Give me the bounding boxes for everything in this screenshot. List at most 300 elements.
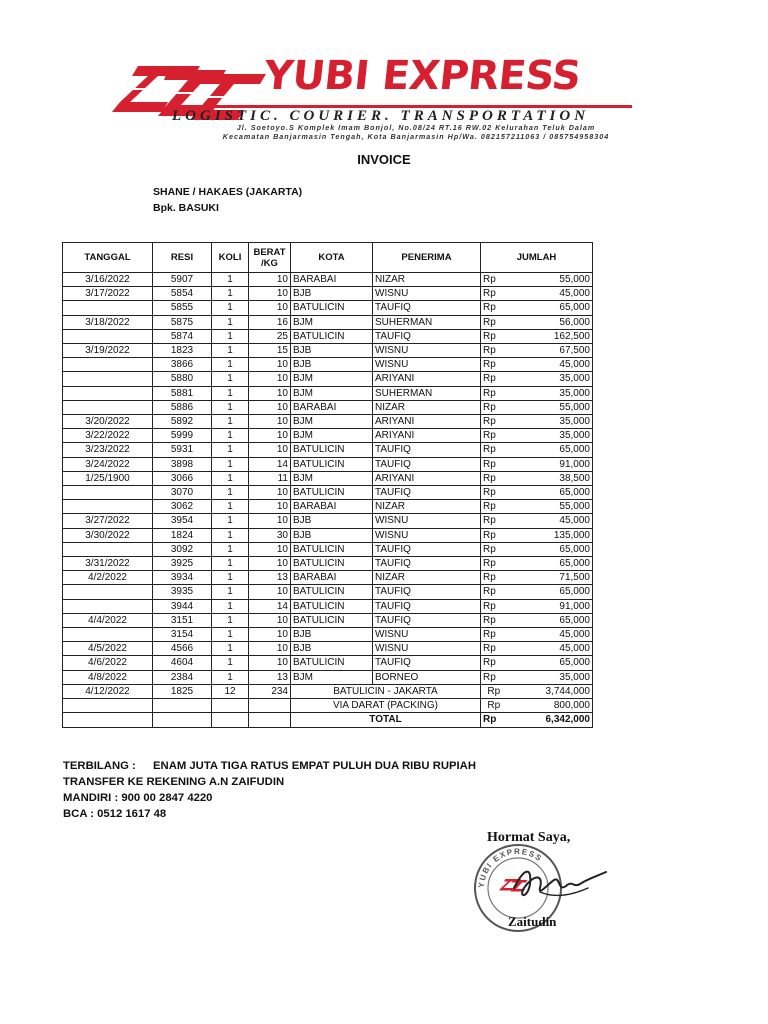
cell-penerima: SUHERMAN bbox=[373, 386, 481, 400]
cell-jumlah: 65,000 bbox=[507, 542, 593, 556]
cell-tanggal bbox=[63, 386, 153, 400]
cell-kota: BATULICIN bbox=[291, 301, 373, 315]
table-row bbox=[63, 571, 593, 585]
table-row bbox=[63, 528, 593, 542]
table-row bbox=[63, 514, 593, 528]
cell-currency: Rp bbox=[481, 585, 507, 599]
cell-penerima: NIZAR bbox=[373, 273, 481, 287]
cell-jumlah: 65,000 bbox=[507, 585, 593, 599]
header-berat bbox=[249, 243, 291, 273]
cell-resi: 5854 bbox=[153, 287, 212, 301]
cell-berat: 10 bbox=[249, 273, 291, 287]
cell-koli: 1 bbox=[212, 429, 249, 443]
cell-resi: 5931 bbox=[153, 443, 212, 457]
cell-currency: Rp bbox=[481, 372, 507, 386]
cell-berat: 10 bbox=[249, 642, 291, 656]
table-row bbox=[63, 628, 593, 642]
cell-koli: 1 bbox=[212, 670, 249, 684]
cell-currency: Rp bbox=[481, 329, 507, 343]
cell-resi: 5892 bbox=[153, 415, 212, 429]
cell-penerima: NIZAR bbox=[373, 571, 481, 585]
cell-tanggal: 3/18/2022 bbox=[63, 315, 153, 329]
cell-penerima: WISNU bbox=[373, 344, 481, 358]
table-row bbox=[63, 415, 593, 429]
bulk-route: BATULICIN - JAKARTA bbox=[291, 684, 481, 698]
cell-resi: 2384 bbox=[153, 670, 212, 684]
stamp-text: YUBI EXPRESS bbox=[476, 846, 545, 889]
cell-currency: Rp bbox=[481, 301, 507, 315]
cell-jumlah: 35,000 bbox=[507, 670, 593, 684]
cell-koli: 1 bbox=[212, 386, 249, 400]
cell-jumlah: 45,000 bbox=[507, 358, 593, 372]
cell-jumlah: 35,000 bbox=[507, 415, 593, 429]
table-summary bbox=[63, 684, 593, 727]
signer-name: Zaitudin bbox=[508, 914, 557, 929]
cell-tanggal bbox=[63, 372, 153, 386]
cell-resi: 5999 bbox=[153, 429, 212, 443]
company-address bbox=[196, 123, 636, 141]
cell-tanggal bbox=[63, 486, 153, 500]
cell-tanggal: 3/30/2022 bbox=[63, 528, 153, 542]
table-row bbox=[63, 301, 593, 315]
table-row bbox=[63, 486, 593, 500]
table-row bbox=[63, 344, 593, 358]
cell-koli: 1 bbox=[212, 273, 249, 287]
cell-resi: 3944 bbox=[153, 599, 212, 613]
address-line-2: Kecamatan Banjarmasin Tengah, Kota Banjarmasin Hp/Wa. 082157211063 / 085754958304 bbox=[222, 132, 610, 141]
packing-jumlah: 800,000 bbox=[507, 699, 593, 713]
cell-kota: BARABAI bbox=[291, 571, 373, 585]
cell-jumlah: 162,500 bbox=[507, 329, 593, 343]
table-row bbox=[63, 670, 593, 684]
table-row bbox=[63, 542, 593, 556]
cell-penerima: TAUFIQ bbox=[373, 443, 481, 457]
table-row bbox=[63, 457, 593, 471]
cell-currency: Rp bbox=[481, 344, 507, 358]
cell-berat: 13 bbox=[249, 670, 291, 684]
table-row bbox=[63, 315, 593, 329]
cell-penerima: TAUFIQ bbox=[373, 656, 481, 670]
total-label: TOTAL bbox=[291, 713, 481, 727]
cell-penerima: TAUFIQ bbox=[373, 557, 481, 571]
cell-tanggal bbox=[63, 585, 153, 599]
cell-tanggal bbox=[63, 358, 153, 372]
cell-resi: 5880 bbox=[153, 372, 212, 386]
table-row bbox=[63, 273, 593, 287]
cell-berat: 10 bbox=[249, 613, 291, 627]
cell-tanggal: 4/8/2022 bbox=[63, 670, 153, 684]
cell-kota: BATULICIN bbox=[291, 585, 373, 599]
empty-cell bbox=[63, 713, 153, 727]
cell-tanggal: 1/25/1900 bbox=[63, 471, 153, 485]
cell-koli: 1 bbox=[212, 656, 249, 670]
cell-jumlah: 56,000 bbox=[507, 315, 593, 329]
cell-resi: 5875 bbox=[153, 315, 212, 329]
cell-koli: 1 bbox=[212, 415, 249, 429]
cell-resi: 3866 bbox=[153, 358, 212, 372]
cell-kota: BATULICIN bbox=[291, 457, 373, 471]
cell-koli: 1 bbox=[212, 486, 249, 500]
packing-label: VIA DARAT (PACKING) bbox=[291, 699, 481, 713]
cell-berat: 10 bbox=[249, 429, 291, 443]
cell-jumlah: 65,000 bbox=[507, 656, 593, 670]
cell-penerima: ARIYANI bbox=[373, 429, 481, 443]
empty-cell bbox=[212, 713, 249, 727]
table-row bbox=[63, 443, 593, 457]
cell-kota: BATULICIN bbox=[291, 443, 373, 457]
cell-tanggal: 3/23/2022 bbox=[63, 443, 153, 457]
address-line-1: Jl. Soetoyo.S Komplek Imam Bonjol, No.08/24 RT.16 RW.02 Kelurahan Teluk Dalam bbox=[236, 123, 596, 132]
cell-currency: Rp bbox=[481, 656, 507, 670]
table-row bbox=[63, 287, 593, 301]
table-body bbox=[63, 273, 593, 685]
cell-tanggal bbox=[63, 500, 153, 514]
cell-berat: 10 bbox=[249, 400, 291, 414]
cell-penerima: TAUFIQ bbox=[373, 329, 481, 343]
table-row bbox=[63, 429, 593, 443]
terbilang-label: TERBILANG : bbox=[63, 760, 136, 772]
cell-tanggal: 3/19/2022 bbox=[63, 344, 153, 358]
cell-penerima: WISNU bbox=[373, 358, 481, 372]
cell-resi: 3092 bbox=[153, 542, 212, 556]
cell-kota: BATULICIN bbox=[291, 329, 373, 343]
cell-koli: 1 bbox=[212, 457, 249, 471]
cell-jumlah: 35,000 bbox=[507, 372, 593, 386]
cell-jumlah: 45,000 bbox=[507, 642, 593, 656]
terbilang-text: ENAM JUTA TIGA RATUS EMPAT PULUH DUA RIBU RUPIAH bbox=[153, 760, 476, 772]
header-resi: RESI bbox=[153, 243, 212, 273]
cell-currency: Rp bbox=[481, 613, 507, 627]
cell-resi: 4566 bbox=[153, 642, 212, 656]
bulk-berat: 234 bbox=[249, 684, 291, 698]
cell-tanggal: 3/17/2022 bbox=[63, 287, 153, 301]
cell-berat: 30 bbox=[249, 528, 291, 542]
table-row bbox=[63, 557, 593, 571]
cell-currency: Rp bbox=[481, 429, 507, 443]
cell-resi: 4604 bbox=[153, 656, 212, 670]
cell-currency: Rp bbox=[481, 315, 507, 329]
cell-resi: 3935 bbox=[153, 585, 212, 599]
empty-cell bbox=[249, 713, 291, 727]
cell-koli: 1 bbox=[212, 642, 249, 656]
cell-currency: Rp bbox=[481, 457, 507, 471]
cell-kota: BATULICIN bbox=[291, 542, 373, 556]
cell-koli: 1 bbox=[212, 287, 249, 301]
company-tagline: LOGISTIC. COURIER. TRANSPORTATION bbox=[172, 105, 632, 124]
cell-penerima: TAUFIQ bbox=[373, 301, 481, 315]
cell-koli: 1 bbox=[212, 628, 249, 642]
header-koli: KOLI bbox=[212, 243, 249, 273]
cell-currency: Rp bbox=[481, 528, 507, 542]
mandiri-account: MANDIRI : 900 00 2847 4220 bbox=[63, 792, 213, 804]
cell-berat: 10 bbox=[249, 585, 291, 599]
table-row bbox=[63, 471, 593, 485]
cell-koli: 1 bbox=[212, 500, 249, 514]
cell-currency: Rp bbox=[481, 514, 507, 528]
cell-koli: 1 bbox=[212, 571, 249, 585]
cell-berat: 10 bbox=[249, 301, 291, 315]
table-row bbox=[63, 358, 593, 372]
cell-currency: Rp bbox=[481, 486, 507, 500]
cell-penerima: TAUFIQ bbox=[373, 542, 481, 556]
cell-jumlah: 35,000 bbox=[507, 386, 593, 400]
customer-name: SHANE / HAKAES (JAKARTA) bbox=[153, 186, 303, 198]
cell-berat: 10 bbox=[249, 500, 291, 514]
cell-currency: Rp bbox=[481, 599, 507, 613]
cell-resi: 3062 bbox=[153, 500, 212, 514]
cell-currency: Rp bbox=[481, 443, 507, 457]
cell-kota: BJM bbox=[291, 386, 373, 400]
table-row bbox=[63, 386, 593, 400]
cell-berat: 10 bbox=[249, 415, 291, 429]
cell-berat: 10 bbox=[249, 486, 291, 500]
cell-kota: BJB bbox=[291, 344, 373, 358]
cell-koli: 1 bbox=[212, 613, 249, 627]
cell-berat: 25 bbox=[249, 329, 291, 343]
cell-kota: BJM bbox=[291, 429, 373, 443]
cell-jumlah: 65,000 bbox=[507, 557, 593, 571]
cell-tanggal: 4/4/2022 bbox=[63, 613, 153, 627]
header-kota: KOTA bbox=[291, 243, 373, 273]
cell-kota: BARABAI bbox=[291, 500, 373, 514]
cell-koli: 1 bbox=[212, 557, 249, 571]
cell-resi: 3151 bbox=[153, 613, 212, 627]
cell-resi: 3154 bbox=[153, 628, 212, 642]
cell-penerima: BORNEO bbox=[373, 670, 481, 684]
cell-berat: 10 bbox=[249, 386, 291, 400]
cell-berat: 10 bbox=[249, 358, 291, 372]
company-name: YUBI EXPRESS bbox=[261, 53, 583, 99]
cell-berat: 10 bbox=[249, 287, 291, 301]
cell-tanggal bbox=[63, 400, 153, 414]
cell-koli: 1 bbox=[212, 542, 249, 556]
cell-penerima: NIZAR bbox=[373, 400, 481, 414]
packing-currency: Rp bbox=[481, 699, 507, 713]
cell-resi: 5907 bbox=[153, 273, 212, 287]
cell-kota: BARABAI bbox=[291, 400, 373, 414]
cell-koli: 1 bbox=[212, 585, 249, 599]
cell-jumlah: 45,000 bbox=[507, 287, 593, 301]
cell-kota: BJB bbox=[291, 514, 373, 528]
cell-jumlah: 67,500 bbox=[507, 344, 593, 358]
cell-resi: 3066 bbox=[153, 471, 212, 485]
bulk-shipment-row bbox=[63, 684, 593, 698]
cell-koli: 1 bbox=[212, 344, 249, 358]
header-tanggal: TANGGAL bbox=[63, 243, 153, 273]
cell-kota: BJB bbox=[291, 287, 373, 301]
table-row bbox=[63, 400, 593, 414]
cell-jumlah: 65,000 bbox=[507, 301, 593, 315]
cell-tanggal bbox=[63, 599, 153, 613]
cell-koli: 1 bbox=[212, 329, 249, 343]
cell-currency: Rp bbox=[481, 471, 507, 485]
bulk-koli: 12 bbox=[212, 684, 249, 698]
cell-penerima: TAUFIQ bbox=[373, 486, 481, 500]
cell-currency: Rp bbox=[481, 571, 507, 585]
cell-currency: Rp bbox=[481, 273, 507, 287]
cell-koli: 1 bbox=[212, 514, 249, 528]
cell-penerima: SUHERMAN bbox=[373, 315, 481, 329]
cell-tanggal: 3/16/2022 bbox=[63, 273, 153, 287]
attention-name: Bpk. BASUKI bbox=[153, 202, 219, 214]
signature-icon bbox=[510, 858, 610, 910]
bulk-tanggal: 4/12/2022 bbox=[63, 684, 153, 698]
cell-jumlah: 55,000 bbox=[507, 273, 593, 287]
cell-berat: 10 bbox=[249, 542, 291, 556]
cell-resi: 3898 bbox=[153, 457, 212, 471]
cell-currency: Rp bbox=[481, 642, 507, 656]
cell-jumlah: 65,000 bbox=[507, 443, 593, 457]
cell-kota: BJB bbox=[291, 628, 373, 642]
cell-kota: BATULICIN bbox=[291, 599, 373, 613]
table-row bbox=[63, 372, 593, 386]
cell-berat: 10 bbox=[249, 514, 291, 528]
cell-penerima: NIZAR bbox=[373, 500, 481, 514]
cell-koli: 1 bbox=[212, 599, 249, 613]
cell-resi: 3954 bbox=[153, 514, 212, 528]
header-penerima: PENERIMA bbox=[373, 243, 481, 273]
cell-resi: 5881 bbox=[153, 386, 212, 400]
cell-penerima: TAUFIQ bbox=[373, 585, 481, 599]
total-jumlah: 6,342,000 bbox=[507, 713, 593, 727]
cell-jumlah: 35,000 bbox=[507, 429, 593, 443]
table-row bbox=[63, 599, 593, 613]
table-row bbox=[63, 613, 593, 627]
cell-resi: 3070 bbox=[153, 486, 212, 500]
cell-kota: BJM bbox=[291, 670, 373, 684]
cell-penerima: WISNU bbox=[373, 287, 481, 301]
cell-tanggal: 3/20/2022 bbox=[63, 415, 153, 429]
cell-jumlah: 55,000 bbox=[507, 400, 593, 414]
cell-currency: Rp bbox=[481, 287, 507, 301]
cell-tanggal bbox=[63, 301, 153, 315]
cell-resi: 3925 bbox=[153, 557, 212, 571]
cell-berat: 11 bbox=[249, 471, 291, 485]
total-currency: Rp bbox=[481, 713, 507, 727]
empty-cell bbox=[63, 699, 153, 713]
cell-penerima: WISNU bbox=[373, 528, 481, 542]
cell-jumlah: 71,500 bbox=[507, 571, 593, 585]
cell-jumlah: 65,000 bbox=[507, 613, 593, 627]
cell-kota: BJB bbox=[291, 528, 373, 542]
cell-currency: Rp bbox=[481, 500, 507, 514]
cell-tanggal bbox=[63, 628, 153, 642]
transfer-info: TRANSFER KE REKENING A.N ZAIFUDIN bbox=[63, 776, 285, 788]
cell-tanggal bbox=[63, 329, 153, 343]
cell-tanggal: 3/31/2022 bbox=[63, 557, 153, 571]
table-row bbox=[63, 585, 593, 599]
cell-berat: 10 bbox=[249, 557, 291, 571]
cell-koli: 1 bbox=[212, 471, 249, 485]
cell-penerima: TAUFIQ bbox=[373, 613, 481, 627]
cell-jumlah: 45,000 bbox=[507, 514, 593, 528]
cell-tanggal bbox=[63, 542, 153, 556]
cell-kota: BJM bbox=[291, 372, 373, 386]
cell-currency: Rp bbox=[481, 415, 507, 429]
cell-kota: BATULICIN bbox=[291, 656, 373, 670]
bca-account: BCA : 0512 1617 48 bbox=[63, 808, 167, 820]
cell-jumlah: 135,000 bbox=[507, 528, 593, 542]
cell-penerima: WISNU bbox=[373, 514, 481, 528]
bulk-jumlah: 3,744,000 bbox=[507, 684, 593, 698]
cell-berat: 14 bbox=[249, 457, 291, 471]
bulk-currency: Rp bbox=[481, 684, 507, 698]
cell-berat: 15 bbox=[249, 344, 291, 358]
cell-penerima: ARIYANI bbox=[373, 415, 481, 429]
cell-currency: Rp bbox=[481, 557, 507, 571]
cell-berat: 10 bbox=[249, 372, 291, 386]
cell-penerima: WISNU bbox=[373, 628, 481, 642]
cell-kota: BJM bbox=[291, 471, 373, 485]
cell-tanggal: 3/24/2022 bbox=[63, 457, 153, 471]
cell-resi: 1824 bbox=[153, 528, 212, 542]
cell-kota: BATULICIN bbox=[291, 557, 373, 571]
empty-cell bbox=[249, 699, 291, 713]
packing-row bbox=[63, 699, 593, 713]
cell-resi: 5874 bbox=[153, 329, 212, 343]
closing-text: Hormat Saya, bbox=[487, 830, 571, 845]
cell-kota: BJB bbox=[291, 358, 373, 372]
cell-kota: BJM bbox=[291, 415, 373, 429]
cell-berat: 10 bbox=[249, 443, 291, 457]
cell-resi: 1823 bbox=[153, 344, 212, 358]
cell-jumlah: 91,000 bbox=[507, 457, 593, 471]
table-row bbox=[63, 642, 593, 656]
cell-kota: BATULICIN bbox=[291, 613, 373, 627]
cell-currency: Rp bbox=[481, 628, 507, 642]
empty-cell bbox=[212, 699, 249, 713]
cell-kota: BARABAI bbox=[291, 273, 373, 287]
cell-penerima: TAUFIQ bbox=[373, 457, 481, 471]
cell-resi: 3934 bbox=[153, 571, 212, 585]
bulk-resi: 1825 bbox=[153, 684, 212, 698]
cell-kota: BJB bbox=[291, 642, 373, 656]
cell-jumlah: 91,000 bbox=[507, 599, 593, 613]
cell-resi: 5855 bbox=[153, 301, 212, 315]
header-jumlah: JUMLAH bbox=[481, 243, 593, 273]
table-row bbox=[63, 656, 593, 670]
cell-koli: 1 bbox=[212, 443, 249, 457]
table-row bbox=[63, 500, 593, 514]
total-row bbox=[63, 713, 593, 727]
cell-tanggal: 4/2/2022 bbox=[63, 571, 153, 585]
cell-berat: 13 bbox=[249, 571, 291, 585]
empty-cell bbox=[153, 713, 212, 727]
cell-currency: Rp bbox=[481, 670, 507, 684]
cell-jumlah: 45,000 bbox=[507, 628, 593, 642]
empty-cell bbox=[153, 699, 212, 713]
cell-koli: 1 bbox=[212, 301, 249, 315]
cell-resi: 5886 bbox=[153, 400, 212, 414]
cell-kota: BJM bbox=[291, 315, 373, 329]
cell-berat: 10 bbox=[249, 656, 291, 670]
table-row bbox=[63, 329, 593, 343]
invoice-title: INVOICE bbox=[357, 152, 411, 167]
cell-tanggal: 4/5/2022 bbox=[63, 642, 153, 656]
cell-berat: 16 bbox=[249, 315, 291, 329]
cell-penerima: ARIYANI bbox=[373, 471, 481, 485]
cell-currency: Rp bbox=[481, 386, 507, 400]
cell-tanggal: 3/22/2022 bbox=[63, 429, 153, 443]
cell-jumlah: 55,000 bbox=[507, 500, 593, 514]
cell-penerima: ARIYANI bbox=[373, 372, 481, 386]
cell-berat: 10 bbox=[249, 628, 291, 642]
cell-tanggal: 3/27/2022 bbox=[63, 514, 153, 528]
cell-koli: 1 bbox=[212, 358, 249, 372]
cell-koli: 1 bbox=[212, 528, 249, 542]
cell-tanggal: 4/6/2022 bbox=[63, 656, 153, 670]
cell-currency: Rp bbox=[481, 400, 507, 414]
